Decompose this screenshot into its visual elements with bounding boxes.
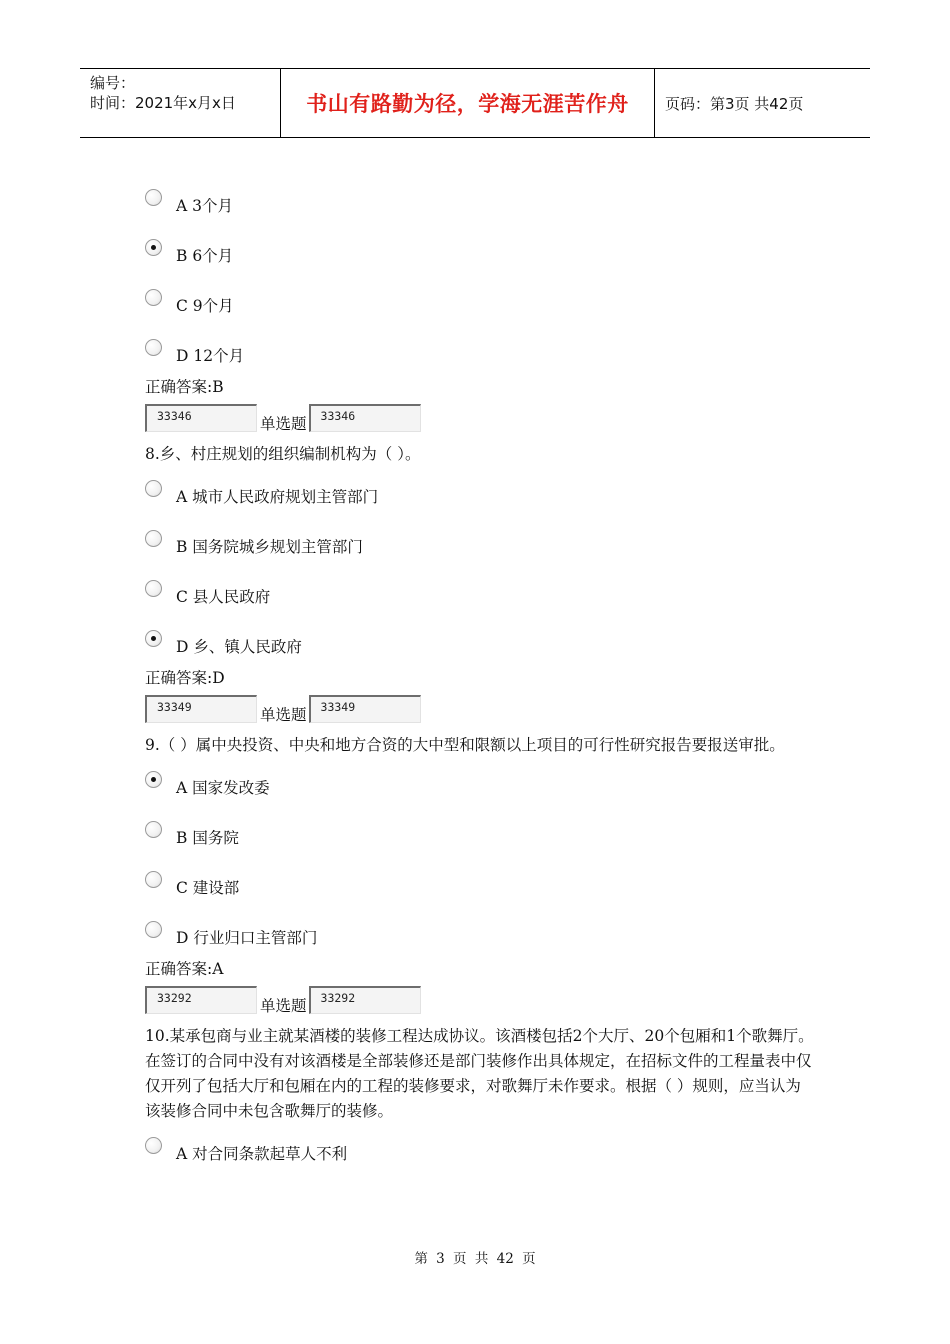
question-code-row xyxy=(145,691,815,723)
option-item[interactable] xyxy=(145,509,815,559)
option-item[interactable] xyxy=(145,168,815,218)
radio-button[interactable] xyxy=(145,289,162,306)
option-label: C 县人民政府 xyxy=(176,588,271,606)
option-label: B 6个月 xyxy=(176,247,234,265)
question-9-text: 9.（ ）属中央投资、中央和地方合资的大中型和限额以上项目的可行性研究报告要报送审批。 xyxy=(145,736,785,754)
option-label: A 3个月 xyxy=(176,197,233,215)
page-header xyxy=(80,68,870,138)
radio-button[interactable] xyxy=(145,630,162,647)
radio-button[interactable] xyxy=(145,771,162,788)
question-8-options xyxy=(145,459,815,659)
header-meta xyxy=(80,69,281,137)
document-time-label: 时间：2021年x月x日 xyxy=(90,94,236,112)
radio-button[interactable] xyxy=(145,339,162,356)
question-code-field[interactable]: 33349 xyxy=(309,695,421,723)
correct-answer: 正确答案:A xyxy=(145,960,224,978)
option-item[interactable] xyxy=(145,268,815,318)
option-label: C 建设部 xyxy=(176,879,240,897)
radio-button[interactable] xyxy=(145,821,162,838)
question-7-options xyxy=(145,168,815,368)
radio-button[interactable] xyxy=(145,871,162,888)
question-code-field[interactable]: 33349 xyxy=(145,695,257,723)
question-code-field[interactable]: 33346 xyxy=(309,404,421,432)
question-9-options xyxy=(145,750,815,950)
radio-button[interactable] xyxy=(145,1137,162,1154)
option-item[interactable] xyxy=(145,318,815,368)
option-label: B 国务院城乡规划主管部门 xyxy=(176,538,363,556)
question-type-label: 单选题 xyxy=(260,415,307,433)
question-code-field[interactable]: 33292 xyxy=(145,986,257,1014)
option-label: A 对合同条款起草人不利 xyxy=(176,1145,348,1163)
option-item[interactable] xyxy=(145,850,815,900)
option-label: A 城市人民政府规划主管部门 xyxy=(176,488,379,506)
quiz-content xyxy=(145,168,815,1166)
option-item[interactable] xyxy=(145,559,815,609)
option-label: A 国家发改委 xyxy=(176,779,270,797)
document-number-label: 编号： xyxy=(90,74,136,92)
header-motto: 书山有路勤为径，学海无涯苦作舟 xyxy=(281,69,655,137)
correct-answer: 正确答案:B xyxy=(145,378,224,396)
radio-button[interactable] xyxy=(145,189,162,206)
option-label: D 行业归口主管部门 xyxy=(176,929,318,947)
radio-button[interactable] xyxy=(145,921,162,938)
option-item[interactable] xyxy=(145,218,815,268)
question-type-label: 单选题 xyxy=(260,706,307,724)
radio-button[interactable] xyxy=(145,480,162,497)
option-label: D 12个月 xyxy=(176,347,245,365)
option-item[interactable] xyxy=(145,800,815,850)
option-item[interactable] xyxy=(145,609,815,659)
option-item[interactable] xyxy=(145,900,815,950)
question-code-row xyxy=(145,400,815,432)
correct-answer: 正确答案:D xyxy=(145,669,225,687)
header-page-info: 页码：第3页 共42页 xyxy=(665,94,804,113)
radio-button[interactable] xyxy=(145,580,162,597)
question-code-field[interactable]: 33346 xyxy=(145,404,257,432)
question-code-row xyxy=(145,982,815,1014)
question-10-text: 10.某承包商与业主就某酒楼的装修工程达成协议。该酒楼包括2个大厅、20个包厢和1个歌舞厅。在签订的合同中没有对该酒楼是全部装修还是部门装修作出具体规定，在招标文件的工程量表中仅仅开列了包括大厅和包厢在内的工程的装修要求，对歌舞厅未作要求。根据（ ）规则，应当认为该装修合同中未包含歌舞厅的装修。 xyxy=(145,1027,814,1120)
option-label: B 国务院 xyxy=(176,829,239,847)
radio-button[interactable] xyxy=(145,530,162,547)
option-label: D 乡、镇人民政府 xyxy=(176,638,302,656)
question-8-text: 8.乡、村庄规划的组织编制机构为（ ）。 xyxy=(145,445,421,463)
question-type-label: 单选题 xyxy=(260,997,307,1015)
question-code-field[interactable]: 33292 xyxy=(309,986,421,1014)
page-footer: 第 3 页 共 42 页 xyxy=(414,1251,536,1267)
radio-button[interactable] xyxy=(145,239,162,256)
option-label: C 9个月 xyxy=(176,297,234,315)
